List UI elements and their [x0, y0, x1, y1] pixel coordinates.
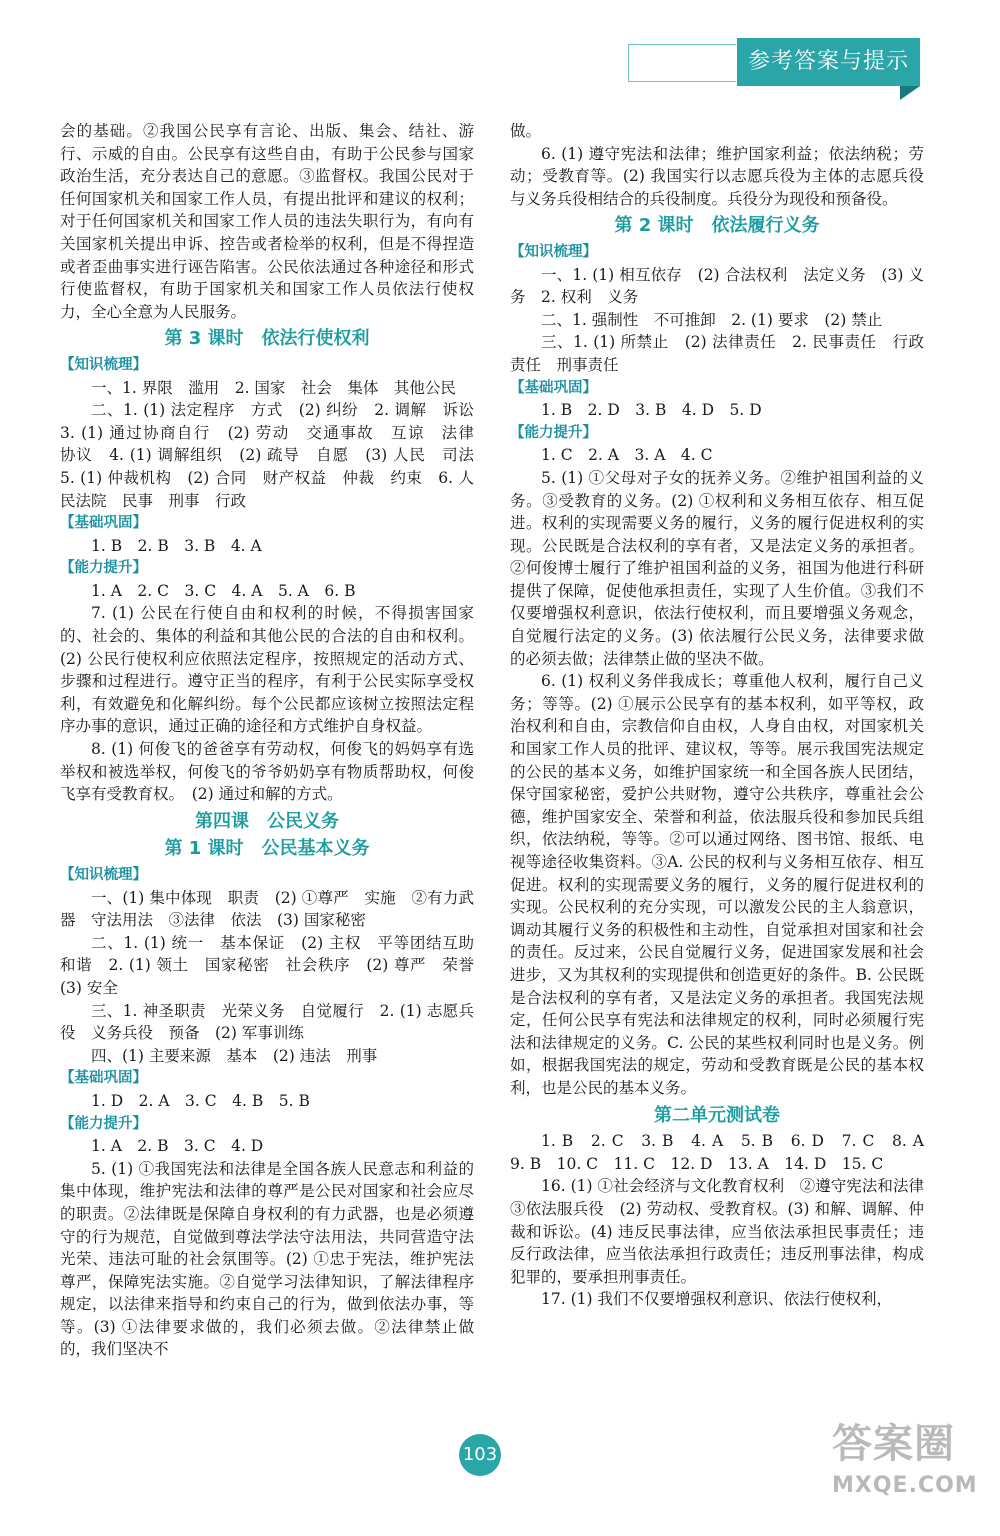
section-label: 【知识梳理】: [60, 356, 147, 373]
lesson-heading: 第 1 课时 公民基本义务: [164, 838, 370, 860]
answer-paragraph: 5. (1) ①父母对子女的抚养义务。②维护祖国利益的义务。③受教育的义务。(2) ①权利和义务相互依存、相互促进。权利的实现需要义务的履行，义务的履行促进权利的实现。公民既是合法权利的享有者，又是法定义务的承担者。②何俊博士履行了维护祖国利益的义务，祖国为他进行科研提供了保障，促使他承担责任，实现了人生价值。③我们不仅要增强权利意识，依法行使权利，而且要增强义务观念，自觉履行法定的义务。(3) 依法履行公民义务，法律要求做的必须去做；法律禁止做的坚决不做。: [510, 468, 924, 668]
header-fold-decor: [900, 86, 920, 100]
answer-line: 1. A 2. B 3. C 4. D: [91, 1137, 264, 1156]
answer-paragraph: 8. (1) 何俊飞的爸爸享有劳动权，何俊飞的妈妈享有选举权和被选举权，何俊飞的爷爷奶奶享有物质帮助权，何俊飞享有受教育权。 (2) 通过和解的方式。: [60, 740, 474, 804]
answer-paragraph: 6. (1) 权利义务伴我成长；尊重他人权利，履行自己义务；等等。(2) ①展示公民享有的基本权利，如平等权，政治权利和自由，宗教信仰自由权，人身自由权，对国家机关和国家工作人员的批评、建议权，等等。展示我国宪法规定的公民的基本义务，如维护国家统一和全国各族人民团结，保守国家秘密，爱护公共财物，遵守公共秩序，尊重社会公德，维护国家安全、荣誉和利益，依法服兵役和参加民兵组织，依法纳税，等等。②可以通过网络、图书馆、报纸、电视等途径收集资料。③A. 公民的权利与义务相互依存、相互促进。权利的实现需要义务的履行，义务的履行促进权利的实现。公民权利的充分实现，可以激发公民的主人翁意识，调动其履行义务的积极性和主动性，自觉承担对国家和社会的责任。反过来，公民自觉履行义务，促进国家发展和社会进步，又为其权利的实现提供和创造更好的条件。B. 公民既是合法权利的享有者，又是法定义务的承担者。我国宪法规定，任何公民享有宪法和法律规定的权利，同时必须履行宪法和法律规定的义务。C. 公民的某些权利同时也是义务。例如，根据我国宪法的规定，劳动和受教育既是公民的基本权利，也是公民的基本义务。: [510, 672, 924, 1097]
answer-line: 二、1. (1) 法定程序 方式 (2) 纠纷 2. 调解 诉讼 3. (1) 通过协商自行 (2) 劳动 交通事故 互谅 法律 协议 4. (1) 调解组织 (2) 疏导 自愿 (3) 人民 司法 5. (1) 仲裁机构 (2) 合同 财产权益 仲裁 约束 6. 人民法院 民事 刑事 行政: [60, 401, 490, 510]
answer-paragraph: 17. (1) 我们不仅要增强权利意识、依法行使权利，: [541, 1290, 892, 1309]
header-title: 参考答案与提示: [737, 38, 920, 86]
answer-line: 1. B 2. B 3. B 4. A: [91, 536, 262, 555]
answer-line: 一、(1) 集中体现 职责 (2) ①尊严 实施 ②有力武器 守法用法 ③法律 依法 (3) 国家秘密: [60, 888, 474, 930]
paragraph: 做。: [510, 122, 542, 140]
answer-paragraph: 5. (1) ①我国宪法和法律是全国各族人民意志和利益的集中体现，维护宪法和法律的尊严是公民对国家和社会应尽的职责。②法律既是保障自身权利的有力武器，也是必须遵守的行为规范，自觉做到尊法学法守法用法，共同营造守法光荣、违法可耻的社会氛围等。(2) ①忠于宪法，维护宪法尊严，保障宪法实施。②自觉学习法律知识，了解法律程序规定，以法律来指导和约束自己的行为，做到依法办事，等等。(3) ①法律要求做的，我们必须去做。②法律禁止做的，我们坚决不: [60, 1159, 474, 1359]
unit-test-heading: 第二单元测试卷: [654, 1104, 780, 1126]
answer-line: 二、1. 强制性 不可推卸 2. (1) 要求 (2) 禁止: [541, 310, 883, 329]
section-label: 【知识梳理】: [510, 243, 597, 260]
watermark-logo: [832, 1412, 982, 1522]
answer-line: 1. B 2. D 3. B 4. D 5. D: [541, 401, 762, 420]
answer-line: 一、1. 界限 滥用 2. 国家 社会 集体 其他公民: [91, 378, 456, 397]
answer-paragraph: 7. (1) 公民在行使自由和权利的时候，不得损害国家的、社会的、集体的利益和其他公民的合法的自由和权利。(2) 公民行使权利应依照法定程序，按照规定的活动方式、步骤和过程进行。遵守正当的程序，有利于公民实际享受权利，有效避免和化解纠纷。每个公民都应该树立按照法定程序办事的意识，通过正确的途径和方式维护自身权益。: [60, 604, 474, 736]
answer-line: 三、1. 神圣职责 光荣义务 自觉履行 2. (1) 志愿兵役 义务兵役 预备 (2) 军事训练: [60, 1001, 474, 1043]
section-label: 【知识梳理】: [60, 867, 147, 883]
answer-line: 三、1. (1) 所禁止 (2) 法律责任 2. 民事责任 行政责任 刑事责任: [510, 333, 924, 374]
header-decor-box: [628, 44, 736, 82]
left-column: [60, 120, 490, 1361]
section-label: 【基础巩固】: [60, 1070, 147, 1087]
answer-line: 1. B 2. C 3. B 4. A 5. B 6. D 7. C 8. A 9. B 10. C 11. C 12. D 13. A 14. D 15. C: [510, 1132, 940, 1173]
answer-line: 1. A 2. C 3. C 4. A 5. A 6. B: [91, 581, 356, 600]
answer-line: 1. D 2. A 3. C 4. B 5. B: [91, 1091, 310, 1110]
section-label: 【能力提升】: [60, 560, 147, 577]
answer-paragraph: 6. (1) 遵守宪法和法律；维护国家利益；依法纳税；劳动；受教育等。(2) 我国实行以志愿兵役为主体的志愿兵役与义务兵役相结合的兵役制度。兵役分为现役和预备役。: [510, 144, 924, 208]
answer-line: 1. C 2. A 3. A 4. C: [541, 446, 713, 465]
page-number: 103: [459, 1434, 501, 1476]
watermark-url: MXQE.COM: [832, 1473, 978, 1498]
watermark-text: 答案圈: [832, 1421, 955, 1467]
paragraph: 会的基础。②我国公民享有言论、出版、集会、结社、游行、示威的自由。公民享有这些自由，有助于公民参与国家政治生活，充分表达自己的意愿。③监督权。我国公民对于任何国家机关和国家工作人员，有提出批评和建议的权利；对于任何国家机关和国家工作人员的违法失职行为，有向有关国家机关提出申诉、控告或者检举的权利，但是不得捏造或者歪曲事实进行诬告陷害。公民依法通过各种途径和形式行使监督权，有助于国家机关和国家工作人员依法行使权力，全心全意为人民服务。: [60, 122, 474, 321]
section-label: 【能力提升】: [510, 424, 597, 441]
answer-paragraph: 16. (1) ①社会经济与文化教育权利 ②遵守宪法和法律 ③依法服兵役 (2) 劳动权、受教育权。(3) 和解、调解、仲裁和诉讼。(4) 违反民事法律，应当依法承担民事责任；违反行政法律，应当依法承担行政责任；违反刑事法律，构成犯罪的，要承担刑事责任。: [510, 1177, 940, 1286]
lesson-heading: 第 2 课时 依法履行义务: [614, 215, 820, 237]
chapter-heading: 第四课 公民义务: [195, 810, 339, 832]
answer-line: 四、(1) 主要来源 基本 (2) 违法 刑事: [91, 1046, 378, 1065]
section-label: 【基础巩固】: [60, 515, 147, 532]
section-label: 【基础巩固】: [510, 379, 597, 396]
answer-line: 一、1. (1) 相互依存 (2) 合法权利 法定义务 (3) 义务 2. 权利 义务: [510, 265, 924, 307]
right-column: [510, 120, 940, 1311]
section-label: 【能力提升】: [60, 1115, 147, 1132]
answer-line: 二、1. (1) 统一 基本保证 (2) 主权 平等团结互助和谐 2. (1) 领土 国家秘密 社会秩序 (2) 尊严 荣誉 (3) 安全: [60, 933, 490, 997]
lesson-heading: 第 3 课时 依法行使权利: [164, 328, 370, 350]
